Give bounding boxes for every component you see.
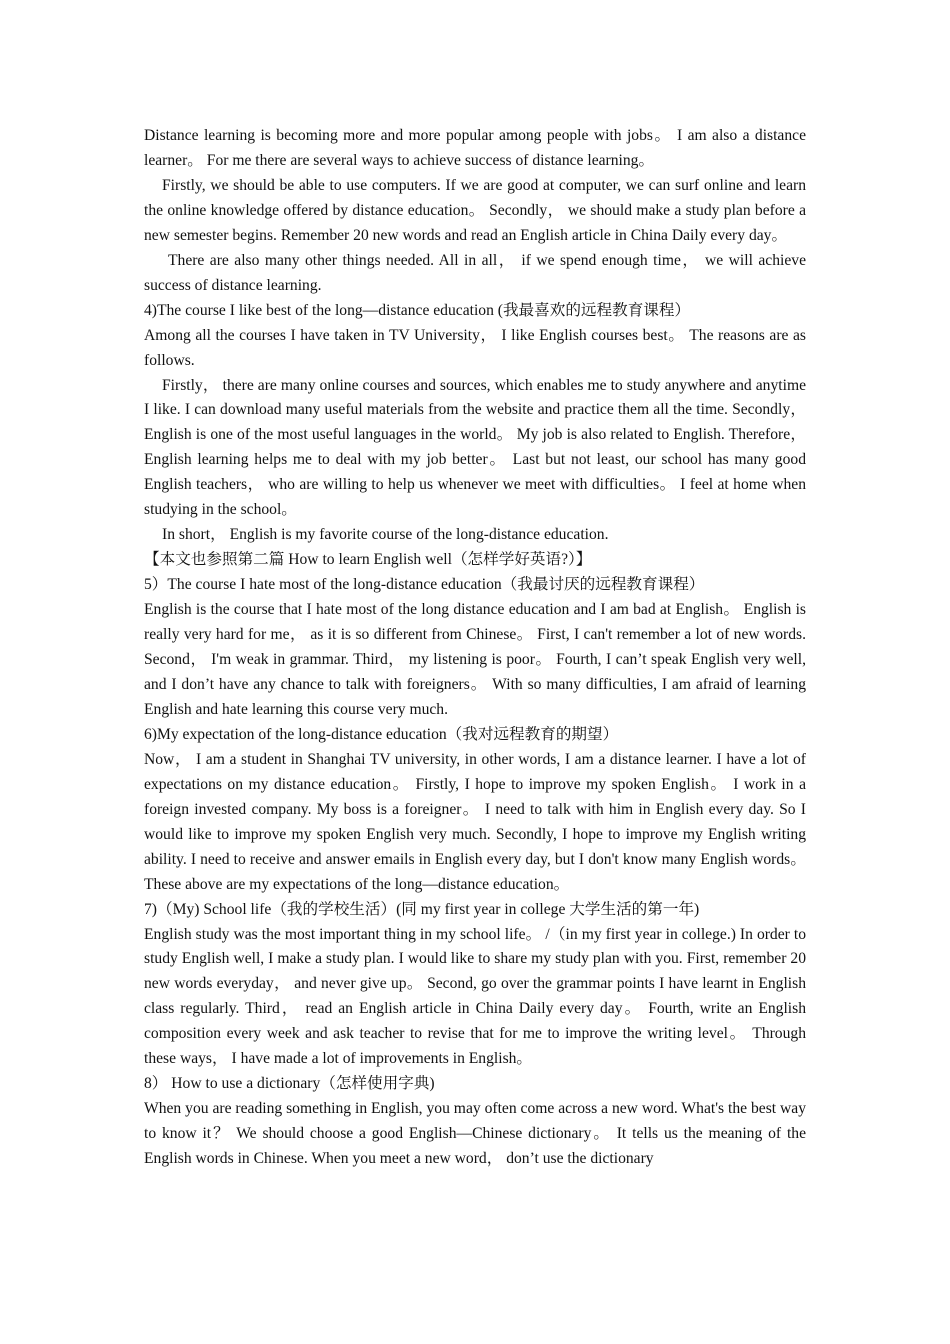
heading-school-life: 7)（My) School life（我的学校生活）(同 my first year in college 大学生活的第一年): [144, 900, 700, 918]
paragraph-distance-learning-intro: Distance learning is becoming more and more popular among people with jobs。 I am also a distance learner。 For me there are several ways to achieve success of distance learning。: [144, 127, 806, 169]
heading-use-dictionary: 8） How to use a dictionary（怎样使用字典): [144, 1075, 435, 1093]
paragraph-use-dictionary: When you are reading something in English, you may often come across a new word. What's the best way to know it？ We should choose a good English—Chinese dictionary。 It tells us the meaning of the English words in Chinese. When you meet a new word， don’t use the dictionary: [144, 1100, 806, 1168]
document-page: [144, 124, 806, 1172]
paragraph-school-life: English study was the most important thing in my school life。 /（in my first year in college.) In order to study English well, I make a study plan. I would like to share my study plan with you. First, remember 20 new words everyday， and never give up。 Second, go over the grammar points I have learnt in English class regularly. Third， read an English article in China Daily every day。 Fourth, write an English composition every week and ask teacher to revise that for me to improve the writing level。 Through these ways， I have made a lot of improvements in English。: [144, 925, 806, 1068]
paragraph-distance-learning-firstly: Firstly, we should be able to use computers. If we are good at computer, we can surf online and learn the online knowledge offered by distance education。 Secondly， we should make a study plan before a new semester begins. Remember 20 new words and read an English article in China Daily every day。: [144, 176, 806, 244]
heading-course-like-best: 4)The course I like best of the long—distance education (我最喜欢的远程教育课程）: [144, 301, 691, 319]
paragraph-course-like-conclusion: In short， English is my favorite course of the long-distance education.: [162, 526, 609, 544]
paragraph-course-like-reasons: Firstly， there are many online courses and sources, which enables me to study anywhere and anytime I like. I can download many useful materials from the website and practice them all the time. Secondly， English is one of the most useful languages in the world。 My job is also related to English. Therefore， English learning helps me to deal with my job better。 Last but not least, our school has many good English teachers， who are willing to help us whenever we meet with difficulties。 I feel at home when studying in the school。: [144, 376, 806, 519]
heading-my-expectation: 6)My expectation of the long-distance education（我对远程教育的期望）: [144, 725, 619, 743]
note-reference: 【本文也参照第二篇 How to learn English well（怎样学好英语?）】: [144, 551, 592, 569]
paragraph-distance-learning-conclusion: There are also many other things needed. All in all， if we spend enough time， we will achieve success of distance learning.: [144, 251, 806, 294]
paragraph-course-like-intro: Among all the courses I have taken in TV University， I like English courses best。 The reasons are as follows.: [144, 326, 806, 369]
paragraph-my-expectation: Now， I am a student in Shanghai TV university, in other words, I am a distance learner. I have a lot of expectations on my distance education。 Firstly, I hope to improve my spoken English。 I work in a foreign invested company. My boss is a foreigner。 I need to talk with him in English every day. So I would like to improve my spoken English very much. Secondly, I hope to improve my English writing ability. I need to receive and answer emails in English every day, but I don't know many English words。 These above are my expectations of the long—distance education。: [144, 750, 806, 893]
paragraph-course-hate: English is the course that I hate most of the long distance education and I am bad at English。 English is really very hard for me， as it is so different from Chinese。 First, I can't remember a lot of new words. Second， I'm weak in grammar. Third， my listening is poor。 Fourth, I can’t speak English very well, and I don’t have any chance to talk with foreigners。 With so many difficulties, I am afraid of learning English and hate learning this course very much.: [144, 601, 806, 718]
heading-course-hate-most: 5）The course I hate most of the long-distance education（我最讨厌的远程教育课程）: [144, 576, 705, 594]
